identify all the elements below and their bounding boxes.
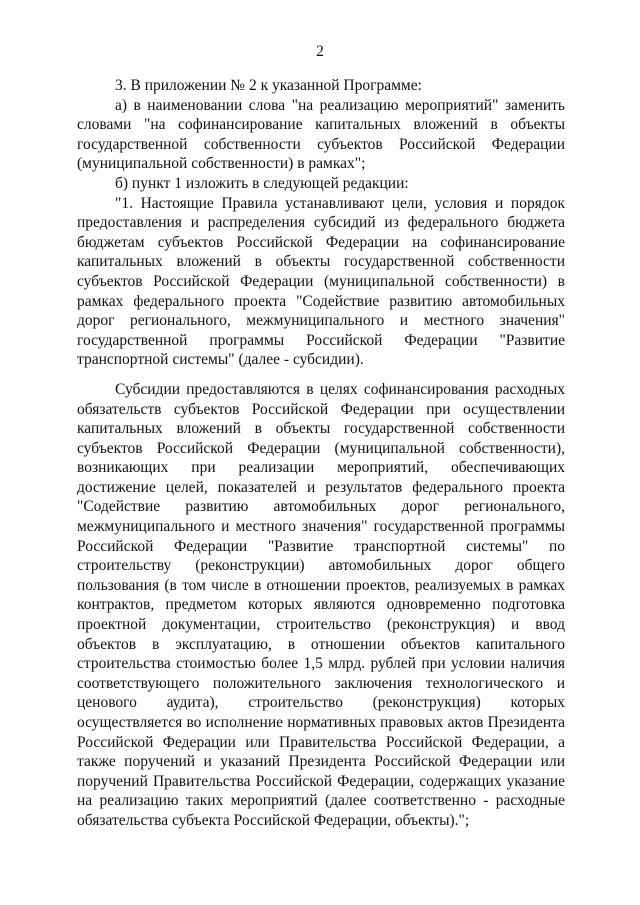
paragraph-subitem-b: б) пункт 1 изложить в следующей редакции: [115, 174, 409, 192]
document-body [77, 76, 565, 831]
paragraph-rules-point-1: "1. Настоящие Правила устанавливают цели, условия и порядок предоставления и распределения субсидий из федерального бюджета бюджетам субъектов Российской Федерации на софинансирование капитальных вложений в объекты государственной собственности субъектов Российской Федерации (муниципальной собственности) в рамках федерального проекта "Содействие развитию автомобильных дорог регионального, межмуниципального и местного значения" государственной программы Российской Федерации "Развитие транспортной системы" (далее - субсидии). [77, 194, 565, 369]
page-number: 2 [316, 43, 324, 60]
paragraph-item-3: 3. В приложении № 2 к указанной Программе: [115, 77, 422, 94]
paragraph-subitem-a: а) в наименовании слова "на реализацию мероприятий" заменить словами "на софинансирование капитальных вложений в объекты государственной собственности субъектов Российской Федерации (муниципальной собственности) в рамках"; [77, 96, 565, 173]
paragraph-subsidies: Субсидии предоставляются в целях софинансирования расходных обязательств субъектов Российской Федерации при осуществлении капитальных вложений в объекты государственной собственности субъектов Российской Федерации (муниципальной собственности), возникающих при реализации мероприятий, обеспечивающих достижение целей, показателей и результатов федерального проекта "Содействие развитию автомобильных дорог регионального, межмуниципального и местного значения" государственной программы Российской Федерации "Развитие транспортной системы" по строительству (реконструкции) автомобильных дорог общего пользования (в том числе в отношении проектов, реализуемых в рамках контрактов, предметом которых являются одновременно подготовка проектной документации, строительство (реконструкция) и ввод объектов в эксплуатацию, в отношении объектов капитального строительства стоимостью более 1,5 млрд. рублей при условии наличия соответствующего положительного заключения технологического и ценового аудита), строительство (реконструкция) которых осуществляется во исполнение нормативных правовых актов Президента Российской Федерации или Правительства Российской Федерации, а также поручений и указаний Президента Российской Федерации или поручений Правительства Российской Федерации, содержащих указание на реализацию таких мероприятий (далее соответственно - расходные обязательства субъекта Российской Федерации, объекты)."; [77, 380, 565, 829]
